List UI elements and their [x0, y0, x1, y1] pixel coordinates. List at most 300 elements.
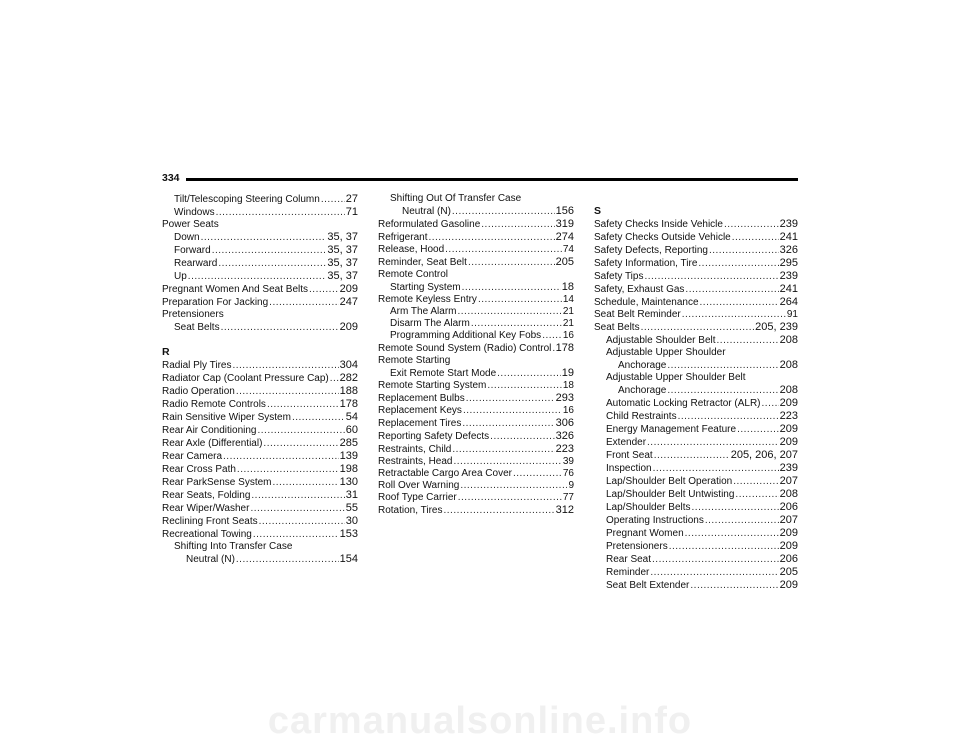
index-entry [594, 244, 798, 257]
index-page-ref: 326 [779, 244, 798, 256]
index-entry [378, 330, 574, 342]
index-heading: Pretensioners [162, 309, 224, 320]
index-heading: Shifting Into Transfer Case [174, 541, 293, 552]
index-page-ref: 326 [555, 430, 574, 442]
index-entry-label: Replacement Keys [378, 405, 462, 416]
index-page-ref: 54 [345, 411, 358, 423]
dot-leader [654, 450, 730, 462]
index-entry [594, 397, 798, 410]
index-page-ref: 312 [555, 504, 574, 516]
index-entry-label: Safety Checks Inside Vehicle [594, 219, 723, 230]
index-entry [594, 527, 798, 540]
index-page-ref: 18 [561, 281, 574, 293]
dot-leader [466, 393, 555, 405]
index-page-ref: 241 [779, 231, 798, 243]
index-entry-label: Exit Remote Start Mode [390, 368, 497, 379]
index-entry-label: Rear Camera [162, 451, 223, 462]
index-entry [594, 218, 798, 231]
index-entry [594, 334, 798, 347]
dot-leader [762, 398, 779, 410]
index-column-2 [378, 193, 574, 517]
index-column-1 [162, 193, 358, 566]
index-entry [378, 417, 574, 430]
dot-leader [212, 245, 327, 257]
index-entry-label: Preparation For Jacking [162, 297, 269, 308]
dot-leader [236, 554, 339, 566]
index-entry [162, 437, 358, 450]
index-entry-label: Seat Belt Extender [606, 580, 690, 591]
dot-leader [453, 456, 561, 468]
index-page-ref: 209 [779, 397, 798, 409]
index-entry-label: Safety Checks Outside Vehicle [594, 232, 731, 243]
dot-leader [216, 207, 345, 219]
index-entry-label: Seat Belts [174, 322, 220, 333]
index-page-ref: 31 [345, 489, 358, 501]
index-page-ref: 91 [786, 309, 798, 320]
dot-leader [269, 297, 338, 309]
index-page-ref: 14 [562, 294, 574, 305]
dot-leader [330, 373, 339, 385]
index-entry [594, 566, 798, 579]
index-entry-label: Lap/Shoulder Belts [606, 502, 691, 513]
index-entry-label: Rear Axle (Differential) [162, 438, 263, 449]
dot-leader [481, 219, 554, 231]
index-page-ref: 208 [779, 488, 798, 500]
index-page-ref: 9 [568, 480, 574, 491]
index-page-ref: 156 [555, 205, 574, 217]
index-entry-label: Forward [174, 245, 211, 256]
index-entry-label: Reclining Front Seats [162, 516, 258, 527]
index-entry-label: Lap/Shoulder Belt Operation [606, 476, 733, 487]
index-entry-label: Radio Remote Controls [162, 399, 266, 410]
index-entry-label: Rear ParkSense System [162, 477, 272, 488]
index-entry [162, 296, 358, 309]
index-page-ref: 209 [779, 527, 798, 539]
index-entry-label: Seat Belts [594, 322, 640, 333]
index-entry-label: Anchorage [618, 385, 667, 396]
dot-leader [237, 464, 339, 476]
index-page-ref: 208 [779, 384, 798, 396]
index-entry [162, 476, 358, 489]
dot-leader [737, 424, 779, 436]
index-entry-label: Energy Management Feature [606, 424, 737, 435]
index-entry-label: Remote Keyless Entry [378, 294, 477, 305]
index-entry [594, 321, 798, 334]
index-entry [594, 475, 798, 488]
index-entry-label: Safety Information, Tire [594, 258, 698, 269]
index-entry-label: Pregnant Women [606, 528, 684, 539]
index-entry [162, 244, 358, 257]
dot-leader [292, 412, 345, 424]
dot-leader [267, 399, 339, 411]
index-entry [378, 256, 574, 269]
dot-leader [259, 516, 345, 528]
index-entry-label: Rear Wiper/Washer [162, 503, 250, 514]
dot-leader [250, 503, 344, 515]
dot-leader [641, 322, 755, 334]
index-entry [162, 450, 358, 463]
index-entry-label: Replacement Tires [378, 418, 462, 429]
index-entry-label: Child Restraints [606, 411, 677, 422]
watermark: carmanualsonline.info [267, 700, 693, 742]
dot-leader [717, 335, 779, 347]
dot-leader [462, 282, 561, 294]
dot-leader [258, 425, 345, 437]
index-entry [378, 294, 574, 306]
index-section-letter: S [594, 205, 602, 217]
dot-leader [690, 580, 778, 592]
index-entry [378, 380, 574, 392]
index-entry-label: Schedule, Maintenance [594, 297, 699, 308]
dot-leader [724, 219, 779, 231]
index-entry [594, 579, 798, 592]
index-entry [378, 231, 574, 244]
index-entry [378, 367, 574, 380]
index-page-ref: 198 [339, 463, 358, 475]
index-entry-label: Pregnant Women And Seat Belts [162, 284, 309, 295]
index-page-ref: 35, 37 [327, 231, 358, 243]
index-entry-label: Release, Hood [378, 244, 445, 255]
index-entry-label: Extender [606, 437, 647, 448]
index-entry-label: Adjustable Shoulder Belt [606, 335, 716, 346]
index-entry [378, 342, 574, 355]
index-page-ref: 304 [339, 359, 358, 371]
dot-leader [678, 411, 779, 423]
index-entry-label: Restraints, Head [378, 456, 453, 467]
dot-leader [652, 554, 779, 566]
index-entry-label: Tilt/Telescoping Steering Column [174, 194, 320, 205]
dot-leader [669, 541, 779, 553]
dot-leader [321, 194, 345, 206]
index-page-ref: 154 [339, 553, 358, 565]
index-entry-label: Windows [174, 207, 215, 218]
index-entry-label: Radial Ply Tires [162, 360, 232, 371]
index-entry-label: Neutral (N) [186, 554, 235, 565]
index-page-ref: 30 [345, 515, 358, 527]
index-entry-label: Reminder [606, 567, 650, 578]
index-entry-label: Safety Tips [594, 271, 644, 282]
index-entry [378, 504, 574, 517]
index-page-ref: 74 [562, 244, 574, 255]
index-entry-label: Programming Additional Key Fobs [390, 330, 542, 341]
dot-leader [685, 284, 778, 296]
index-page-ref: 208 [779, 334, 798, 346]
dot-leader [698, 258, 778, 270]
dot-leader [188, 271, 327, 283]
index-page-ref: 209 [779, 579, 798, 591]
dot-leader [667, 360, 778, 372]
index-entry-label: Automatic Locking Retractor (ALR) [606, 398, 761, 409]
dot-leader [644, 271, 778, 283]
dot-leader [542, 330, 562, 342]
index-entry [378, 218, 574, 231]
index-page-ref: 39 [562, 456, 574, 467]
index-page-ref: 241 [779, 283, 798, 295]
index-entry-label: Rotation, Tires [378, 505, 443, 516]
index-entry [378, 281, 574, 294]
index-entry [162, 321, 358, 334]
dot-leader [682, 309, 786, 321]
index-entry-label: Safety Defects, Reporting [594, 245, 708, 256]
index-entry [594, 231, 798, 244]
index-entry-label: Rear Cross Path [162, 464, 236, 475]
index-entry [594, 540, 798, 553]
dot-leader [201, 232, 327, 244]
index-entry [162, 502, 358, 515]
index-entry-label: Seat Belt Reminder [594, 309, 681, 320]
index-page-ref: 205 [779, 566, 798, 578]
index-page-ref: 223 [779, 410, 798, 422]
index-page-ref: 295 [779, 257, 798, 269]
index-entry-label: Anchorage [618, 360, 667, 371]
dot-leader [462, 418, 554, 430]
index-heading: Remote Starting [378, 355, 451, 366]
index-entry [162, 231, 358, 244]
dot-leader [650, 567, 778, 579]
index-entry [162, 193, 358, 206]
index-heading: Shifting Out Of Transfer Case [390, 193, 522, 204]
index-entry-label: Reformulated Gasoline [378, 219, 481, 230]
index-page-ref: 247 [339, 296, 358, 308]
index-entry [162, 528, 358, 541]
index-entry [162, 463, 358, 476]
index-page-ref: 76 [562, 468, 574, 479]
dot-leader [709, 245, 779, 257]
index-page-ref: 16 [562, 405, 574, 416]
index-entry-label: Retractable Cargo Area Cover [378, 468, 512, 479]
index-entry [378, 468, 574, 480]
index-entry-label: Radiator Cap (Coolant Pressure Cap) [162, 373, 329, 384]
index-entry-label: Roll Over Warning [378, 480, 460, 491]
index-entry [162, 359, 358, 372]
index-page-ref: 239 [779, 218, 798, 230]
index-entry [378, 480, 574, 492]
dot-leader [460, 480, 567, 492]
dot-leader [497, 368, 561, 380]
index-page-ref: 205, 239 [755, 321, 798, 333]
index-entry [594, 488, 798, 501]
dot-leader [232, 360, 338, 372]
dot-leader [732, 232, 779, 244]
index-entry-label: Rearward [174, 258, 218, 269]
index-entry [162, 257, 358, 270]
index-entry [594, 514, 798, 527]
index-entry-label: Replacement Bulbs [378, 393, 465, 404]
index-page-ref: 19 [561, 367, 574, 379]
dot-leader [309, 284, 339, 296]
index-entry [594, 257, 798, 270]
index-entry [594, 449, 798, 462]
index-entry [594, 553, 798, 566]
dot-leader [445, 244, 562, 256]
index-page-ref: 35, 37 [327, 257, 358, 269]
index-page-ref: 35, 37 [327, 244, 358, 256]
dot-leader [452, 206, 555, 218]
index-entry [594, 359, 798, 372]
index-entry [594, 283, 798, 296]
dot-leader [471, 318, 562, 330]
index-entry [378, 405, 574, 417]
index-entry-label: Starting System [390, 282, 461, 293]
index-page-ref: 209 [779, 540, 798, 552]
index-page-ref: 130 [339, 476, 358, 488]
index-entry [162, 515, 358, 528]
dot-leader [263, 438, 338, 450]
index-page-ref: 209 [779, 423, 798, 435]
index-page-ref: 264 [779, 296, 798, 308]
index-entry-label: Disarm The Alarm [390, 318, 470, 329]
index-entry-label: Rear Air Conditioning [162, 425, 257, 436]
dot-leader [647, 437, 779, 449]
index-entry-label: Down [174, 232, 200, 243]
index-entry [162, 411, 358, 424]
index-page-ref: 139 [339, 450, 358, 462]
dot-leader [735, 489, 778, 501]
dot-leader [733, 476, 778, 488]
dot-leader [221, 322, 339, 334]
index-entry [594, 462, 798, 475]
index-page-ref: 206 [779, 553, 798, 565]
index-entry-label: Reporting Safety Defects [378, 431, 490, 442]
index-entry-label: Remote Starting System [378, 380, 487, 391]
dot-leader [458, 492, 562, 504]
index-entry-label: Roof Type Carrier [378, 492, 457, 503]
index-entry-label: Rain Sensitive Wiper System [162, 412, 291, 423]
dot-leader [452, 444, 554, 456]
index-entry [378, 492, 574, 504]
index-entry [594, 436, 798, 449]
index-heading: Adjustable Upper Shoulder Belt [606, 372, 746, 383]
index-entry-label: Up [174, 271, 187, 282]
index-entry [594, 270, 798, 283]
index-entry-label: Restraints, Child [378, 444, 452, 455]
index-page-ref: 207 [779, 514, 798, 526]
index-page-ref: 205, 206, 207 [730, 449, 798, 461]
index-entry-label: Radio Operation [162, 386, 235, 397]
index-page-ref: 205 [555, 256, 574, 268]
dot-leader [653, 463, 779, 475]
index-entry [162, 489, 358, 502]
index-page-ref: 27 [345, 193, 358, 205]
dot-leader [705, 515, 779, 527]
dot-leader [513, 468, 562, 480]
index-page-ref: 77 [562, 492, 574, 503]
index-page-ref: 55 [345, 502, 358, 514]
index-entry [378, 443, 574, 456]
index-entry [378, 244, 574, 256]
index-page-ref: 60 [345, 424, 358, 436]
index-page-ref: 282 [339, 372, 358, 384]
index-entry-label: Lap/Shoulder Belt Untwisting [606, 489, 735, 500]
index-entry [594, 296, 798, 309]
index-entry-label: Inspection [606, 463, 652, 474]
dot-leader [443, 505, 554, 517]
index-entry-label: Rear Seats, Folding [162, 490, 251, 501]
index-page-ref: 207 [779, 475, 798, 487]
index-entry-label: Reminder, Seat Belt [378, 257, 467, 268]
dot-leader [478, 294, 562, 306]
index-entry [378, 205, 574, 218]
index-entry [162, 385, 358, 398]
index-page-ref: 306 [555, 417, 574, 429]
index-entry [162, 372, 358, 385]
index-entry [594, 423, 798, 436]
index-page-ref: 274 [555, 231, 574, 243]
index-page-ref: 16 [562, 330, 574, 341]
index-page-ref: 209 [339, 283, 358, 295]
dot-leader [428, 232, 554, 244]
index-entry [378, 318, 574, 330]
index-entry-label: Rear Seat [606, 554, 652, 565]
index-page-ref: 223 [555, 443, 574, 455]
index-column-3 [594, 193, 798, 592]
index-entry-label: Refrigerant [378, 232, 428, 243]
index-entry-label: Arm The Alarm [390, 306, 457, 317]
index-page-ref: 178 [339, 398, 358, 410]
index-page-ref: 153 [339, 528, 358, 540]
index-page-ref: 209 [779, 436, 798, 448]
index-heading: Power Seats [162, 219, 219, 230]
dot-leader [552, 343, 554, 355]
dot-leader [692, 502, 779, 514]
page-number: 334 [162, 172, 180, 184]
index-entry [162, 206, 358, 219]
index-page-ref: 71 [345, 206, 358, 218]
dot-leader [251, 490, 344, 502]
dot-leader [463, 405, 562, 417]
dot-leader [236, 386, 339, 398]
index-page-ref: 209 [339, 321, 358, 333]
index-entry [378, 392, 574, 405]
dot-leader [223, 451, 339, 463]
index-entry-label: Remote Sound System (Radio) Control [378, 343, 552, 354]
index-page-ref: 208 [779, 359, 798, 371]
index-entry [162, 424, 358, 437]
dot-leader [468, 257, 555, 269]
dot-leader [490, 431, 554, 443]
index-heading: Remote Control [378, 269, 449, 280]
index-page-ref: 21 [562, 318, 574, 329]
index-entry [162, 553, 358, 566]
index-entry [594, 384, 798, 397]
dot-leader [487, 380, 562, 392]
index-page-ref: 178 [555, 342, 574, 354]
index-page-ref: 319 [555, 218, 574, 230]
index-entry [162, 398, 358, 411]
index-section-letter: R [162, 346, 170, 358]
header-rule [186, 178, 798, 181]
index-entry [378, 430, 574, 443]
dot-leader [700, 297, 779, 309]
index-entry [162, 270, 358, 283]
dot-leader [685, 528, 779, 540]
dot-leader [273, 477, 339, 489]
dot-leader [458, 306, 562, 318]
index-page-ref: 285 [339, 437, 358, 449]
index-entry [594, 410, 798, 423]
index-page-ref: 293 [555, 392, 574, 404]
index-heading: Adjustable Upper Shoulder [606, 347, 726, 358]
index-page-ref: 35, 37 [327, 270, 358, 282]
index-entry [594, 309, 798, 321]
index-page-ref: 239 [779, 270, 798, 282]
index-page-ref: 18 [562, 380, 574, 391]
dot-leader [218, 258, 326, 270]
index-page-ref: 206 [779, 501, 798, 513]
index-entry-label: Recreational Towing [162, 529, 252, 540]
index-entry-label: Safety, Exhaust Gas [594, 284, 685, 295]
index-page-ref: 21 [562, 306, 574, 317]
